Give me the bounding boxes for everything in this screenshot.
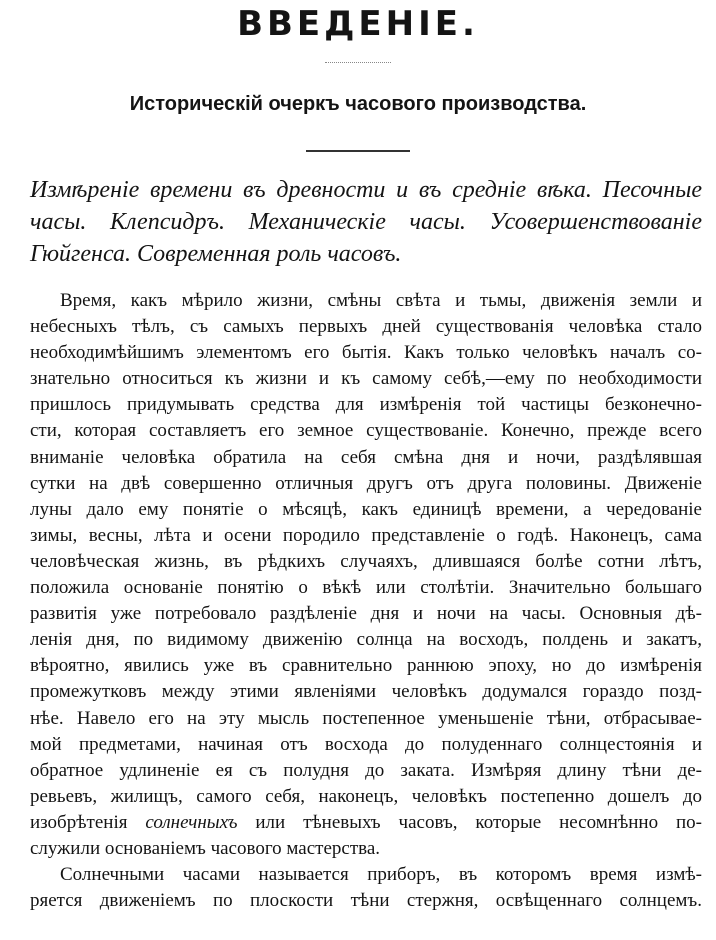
chapter-title: ВВЕДЕНІЕ. (237, 4, 479, 44)
text-line: луны дало ему понятіе о мѣсяцѣ, какъ единицѣ времени, а чередованіе (30, 498, 702, 520)
italic-term: солнечныхъ (145, 811, 238, 833)
text-line: сутки на двѣ совершенно отличныя другъ отъ друга половины. Движеніе (30, 472, 702, 494)
section-subtitle: Историческій очеркъ часового производства. (129, 93, 587, 115)
text-line: развитія уже потребовало раздѣленіе дня и ночи на часы. Основныя дѣ- (30, 603, 702, 625)
chapter-summary: Измѣреніе времени въ древности и въ средніе вѣка. Песочные часы. Клепсидръ. Механическіе часы. Усовершенствованіе Гюйгенса. Современная роль часовъ. (30, 177, 702, 267)
text-line: небесныхъ тѣлъ, съ самыхъ первыхъ дней существованія человѣка стало (30, 316, 702, 338)
text-line: необходимѣйшимъ элементомъ его бытія. Какъ только человѣкъ началъ со- (30, 342, 702, 364)
text-line: служили основаніемъ часового мастерства. (30, 837, 381, 859)
decorative-rule (306, 150, 410, 152)
text-line: вѣроятно, явились уже въ сравнительно раннюю эпоху, но до измѣренія (30, 655, 702, 677)
text-line: ленія дня, по видимому движенію солнца на восходъ, полдень и закатъ, (30, 629, 702, 651)
text-line: вниманіе человѣка обратила на себя смѣна дня и ночи, раздѣлявшая (30, 446, 702, 468)
text-line: Солнечными часами называется приборъ, въ которомъ время измѣ- (60, 864, 702, 886)
text-line: знательно относиться къ жизни и къ самому себѣ,—ему по необходимости (30, 368, 702, 390)
text-line-mixed (30, 810, 702, 836)
text-line: зимы, весны, лѣта и осени породило представленіе о годѣ. Наконецъ, сама (30, 524, 702, 546)
text-line: ревьевъ, жилищъ, самого себя, наконецъ, человѣкъ постепенно дошелъ до (30, 785, 702, 807)
text-line: сти, которая составляетъ его земное существованіе. Конечно, прежде всего (30, 420, 702, 442)
text-line: пришлось придумывать средства для измѣренія той частицы безконечно- (30, 394, 702, 416)
text-fragment: изобрѣтенія (30, 811, 146, 833)
decorative-dotted-rule (325, 62, 391, 63)
text-line: Время, какъ мѣрило жизни, смѣны свѣта и тьмы, движенія земли и (60, 290, 702, 311)
text-line: положила основаніе понятію о вѣкѣ или столѣтіи. Значительно большаго (30, 577, 702, 599)
text-line: человѣческая жизнь, въ рѣдкихъ случаяхъ, длившаяся болѣе сотни лѣтъ, (30, 550, 702, 572)
text-line: мой предметами, начиная отъ восхода до полуденнаго солнцестоянія и (30, 733, 702, 755)
body-text (30, 288, 702, 914)
text-line: обратное удлиненіе ея съ полудня до заката. Измѣряя длину тѣни де- (30, 759, 702, 781)
text-fragment: или тѣневыхъ часовъ, которые несомнѣнно по- (237, 811, 702, 833)
text-line: промежутковъ между этими явленіями человѣкъ додумался гораздо позд- (30, 681, 702, 703)
text-line: ряется движеніемъ по плоскости тѣни стержня, освѣщеннаго солнцемъ. (30, 890, 702, 912)
text-line: нѣе. Навело его на эту мысль постепенное уменьшеніе тѣни, отбрасывае- (30, 707, 702, 729)
